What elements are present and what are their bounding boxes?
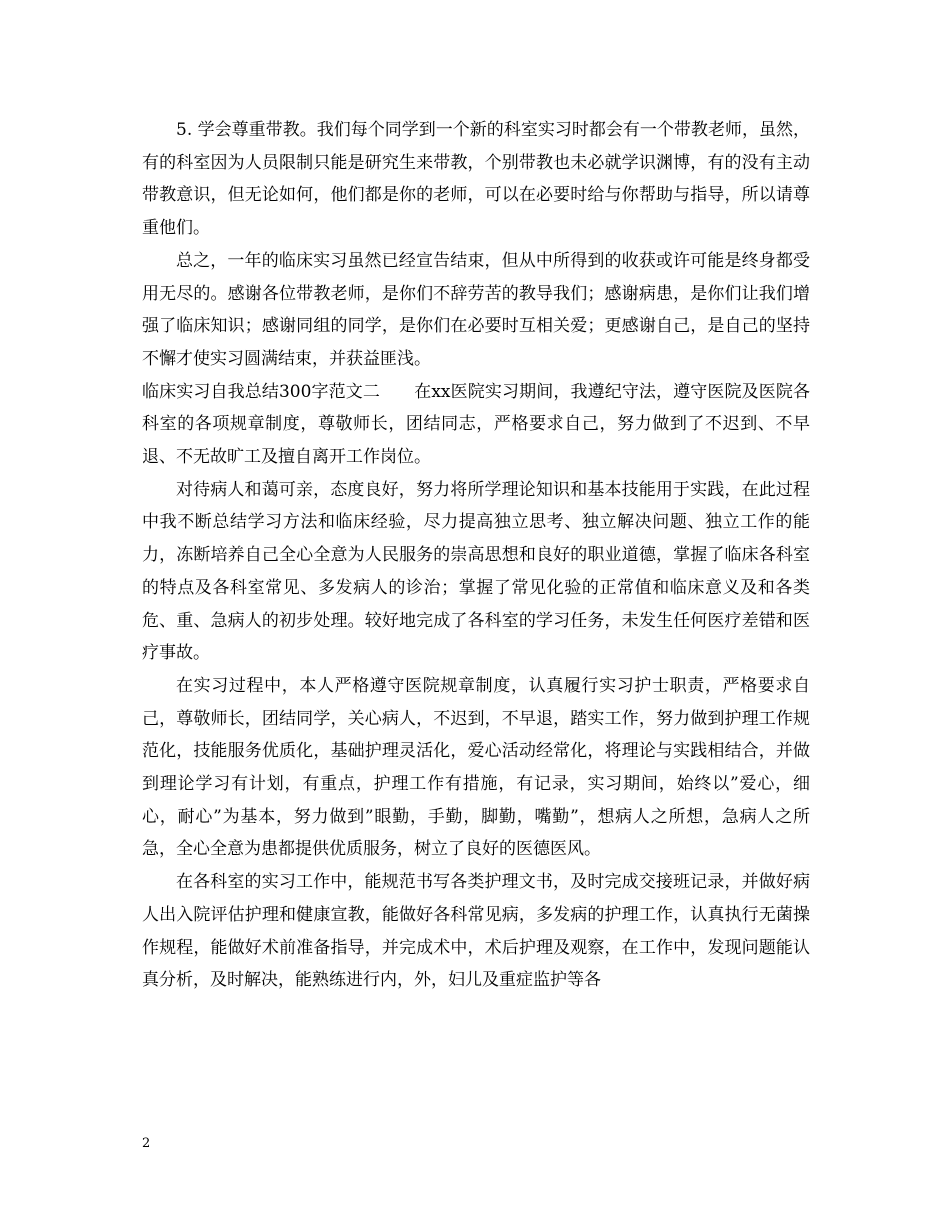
page-number: 2 bbox=[142, 1136, 151, 1151]
paragraph-internship-process: 在实习过程中，本人严格遵守医院规章制度，认真履行实习护士职责，严格要求自己，尊敬师长，团结同学，关心病人，不迟到，不早退，踏实工作，努力做到护理工作规范化，技能服务优质化，基础护理灵活化，爱心活动经常化，将理论与实践相结合，并做到理论学习有计划，有重点，护理工作有措施，有记录，实习期间，始终以”爱心，细心，耐心”为基本，努力做到”眼勤，手勤，脚勤，嘴勤”，想病人之所想，急病人之所急，全心全意为患都提供优质服务，树立了良好的医德医风。 bbox=[142, 675, 810, 860]
paragraph-study-respect: 5. 学会尊重带教。我们每个同学到一个新的科室实习时都会有一个带教老师，虽然，有的科室因为人员限制只能是研究生来带教，个别带教也未必就学识渊博，有的没有主动带教意识，但无论如何，他们都是你的老师，可以在必要时给与你帮助与指导，所以请尊重他们。 bbox=[142, 120, 810, 239]
document-body bbox=[142, 114, 810, 997]
paragraph-sample-two: 临床实习自我总结300字范文二 在xx医院实习期间，我遵纪守法，遵守医院及医院各科室的各项规章制度，尊敬师长，团结同志，严格要求自己，努力做到了不迟到、不早退、不无故旷工及擅自离开工作岗位。 bbox=[142, 381, 810, 468]
paragraph-patient-care: 对待病人和蔼可亲，态度良好，努力将所学理论知识和基本技能用于实践，在此过程中我不断总结学习方法和临床经验，尽力提高独立思考、独立解决问题、独立工作的能力，冻断培养自己全心全意为人民服务的崇高思想和良好的职业道德，掌握了临床各科室的特点及各科室常见、多发病人的诊治；掌握了常见化验的正常值和临床意义及和各类危、重、急病人的初步处理。较好地完成了各科室的学习任务，未发生任何医疗差错和医疗事故。 bbox=[142, 479, 810, 664]
paragraph-summary: 总之，一年的临床实习虽然已经宣告结束，但从中所得到的收获或许可能是终身都受用无尽的。感谢各位带教老师，是你们不辞劳苦的教导我们；感谢病患，是你们让我们增强了临床知识；感谢同组的同学，是你们在必要时互相关爱；更感谢自己，是自己的坚持不懈才使实习圆满结束，并获益匪浅。 bbox=[142, 250, 810, 369]
paragraph-department-work: 在各科室的实习工作中，能规范书写各类护理文书，及时完成交接班记录，并做好病人出入院评估护理和健康宣教，能做好各科常见病，多发病的护理工作，认真执行无菌操作规程，能做好术前准备指导，并完成术中，术后护理及观察，在工作中，发现问题能认真分析，及时解决，能熟练进行内，外，妇儿及重症监护等各 bbox=[142, 872, 810, 991]
